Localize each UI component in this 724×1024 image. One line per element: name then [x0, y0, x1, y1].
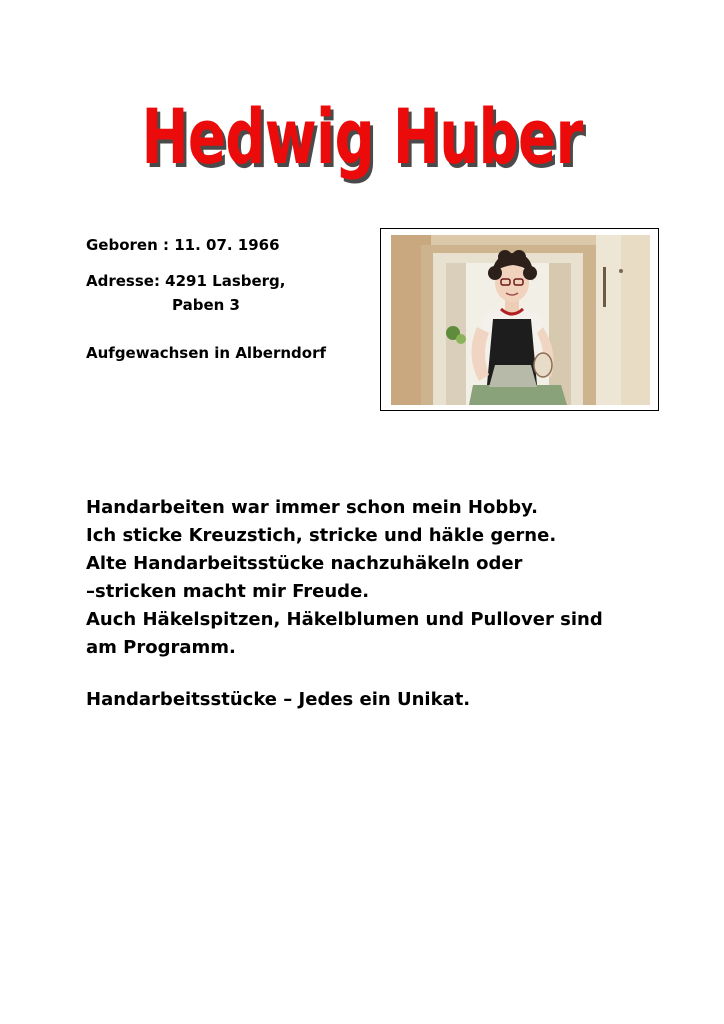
grew-up-location: Aufgewachsen in Alberndorf: [86, 344, 327, 362]
closing-line: Handarbeitsstücke – Jedes ein Unikat.: [86, 689, 471, 710]
photo-frame: [380, 228, 659, 411]
body-text-line: Handarbeiten war immer schon mein Hobby.: [86, 497, 539, 518]
portrait-photo: [391, 235, 650, 405]
birth-date: Geboren : 11. 07. 1966: [86, 236, 280, 254]
body-text-line: Ich sticke Kreuzstich, stricke und häkle gerne.: [86, 525, 557, 546]
address-line-1: Adresse: 4291 Lasberg,: [86, 272, 286, 290]
body-text-line: –stricken macht mir Freude.: [86, 581, 370, 602]
page-title: Hedwig Huber: [141, 92, 583, 181]
body-text-line: am Programm.: [86, 637, 236, 658]
body-text-line: Auch Häkelspitzen, Häkelblumen und Pullover sind: [86, 609, 603, 630]
address-line-2: Paben 3: [172, 296, 240, 314]
body-text-line: Alte Handarbeitsstücke nachzuhäkeln oder: [86, 553, 523, 574]
